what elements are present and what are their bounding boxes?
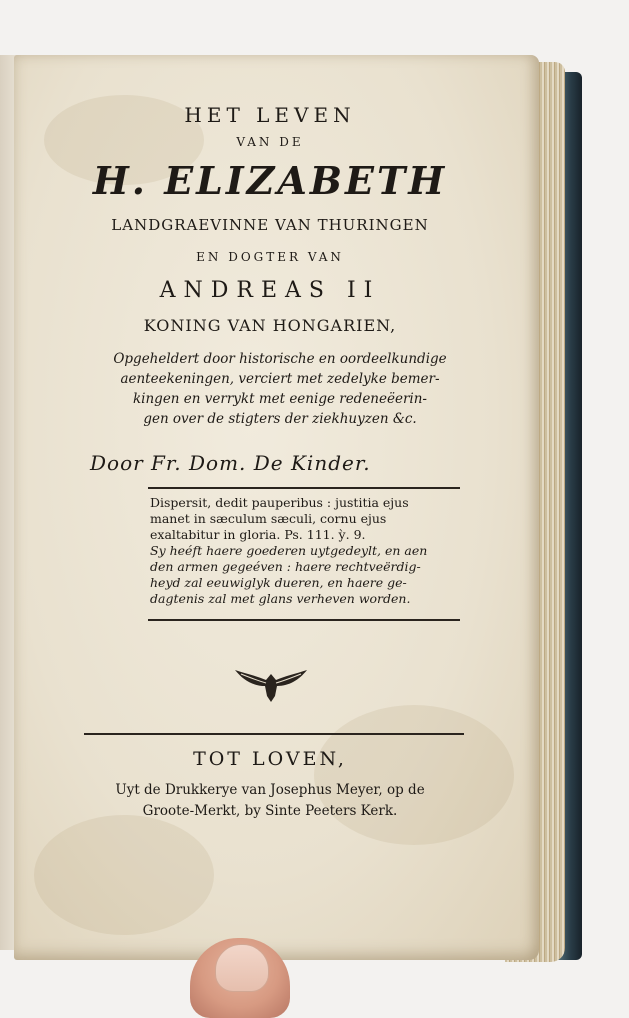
title-line-6: ANDREAS II <box>159 278 381 303</box>
epigraph-dutch-line: heyd zal eeuwiglyk dueren, en haere ge- <box>150 575 407 590</box>
printer-line: Uyt de Drukkerye van Josephus Meyer, op de <box>115 782 425 798</box>
title-line-1: HET LEVEN <box>184 103 356 127</box>
description-line: Opgeheldert door historische en oordeelkundige <box>113 351 447 367</box>
bottom-rule <box>148 619 460 621</box>
paper-stain <box>314 705 514 845</box>
description <box>70 349 490 429</box>
description-line: kingen en verrykt met eenige redeneëerin- <box>132 391 427 407</box>
imprint-place: TOT LOVEN, <box>193 748 347 770</box>
epigraph-latin-line: Dispersit, dedit pauperibus : justitia ejus <box>150 495 409 510</box>
dove-icon <box>233 656 309 704</box>
epigraph-dutch-line: den armen gegeéven : haere rechtveërdig- <box>150 559 421 574</box>
imprint-printer <box>70 780 470 822</box>
title-line-4: LANDGRAEVINNE VAN THURINGEN <box>111 216 429 234</box>
title-line-7: KONING VAN HONGARIEN, <box>143 316 397 335</box>
printer-line: Groote-Merkt, by Sinte Peeters Kerk. <box>142 803 398 819</box>
title-line-5: EN DOGTER VAN <box>196 250 344 264</box>
title-main: H. ELIZABETH <box>92 158 448 203</box>
thumbnail <box>215 944 269 992</box>
epigraph-dutch-line: dagtenis zal met glans verheven worden. <box>150 591 411 606</box>
title-line-2: VAN DE <box>236 135 304 149</box>
top-rule <box>148 487 460 489</box>
epigraph-latin-line: exaltabitur in gloria. Ps. 111. ỳ. 9. <box>150 527 366 542</box>
author-line: Door Fr. Dom. De Kinder. <box>90 451 371 475</box>
description-line: aenteekeningen, verciert met zedelyke bemer- <box>120 371 440 387</box>
description-line: gen over de stigters der ziekhuyzen &c. <box>143 411 417 427</box>
imprint-rule <box>84 733 464 735</box>
epigraph-latin-line: manet in sæculum sæculi, cornu ejus <box>150 511 387 526</box>
epigraph-dutch-line: Sy heéft haere goederen uytgedeylt, en aen <box>150 543 428 558</box>
paper-stain <box>34 815 214 935</box>
epigraph <box>150 495 472 607</box>
